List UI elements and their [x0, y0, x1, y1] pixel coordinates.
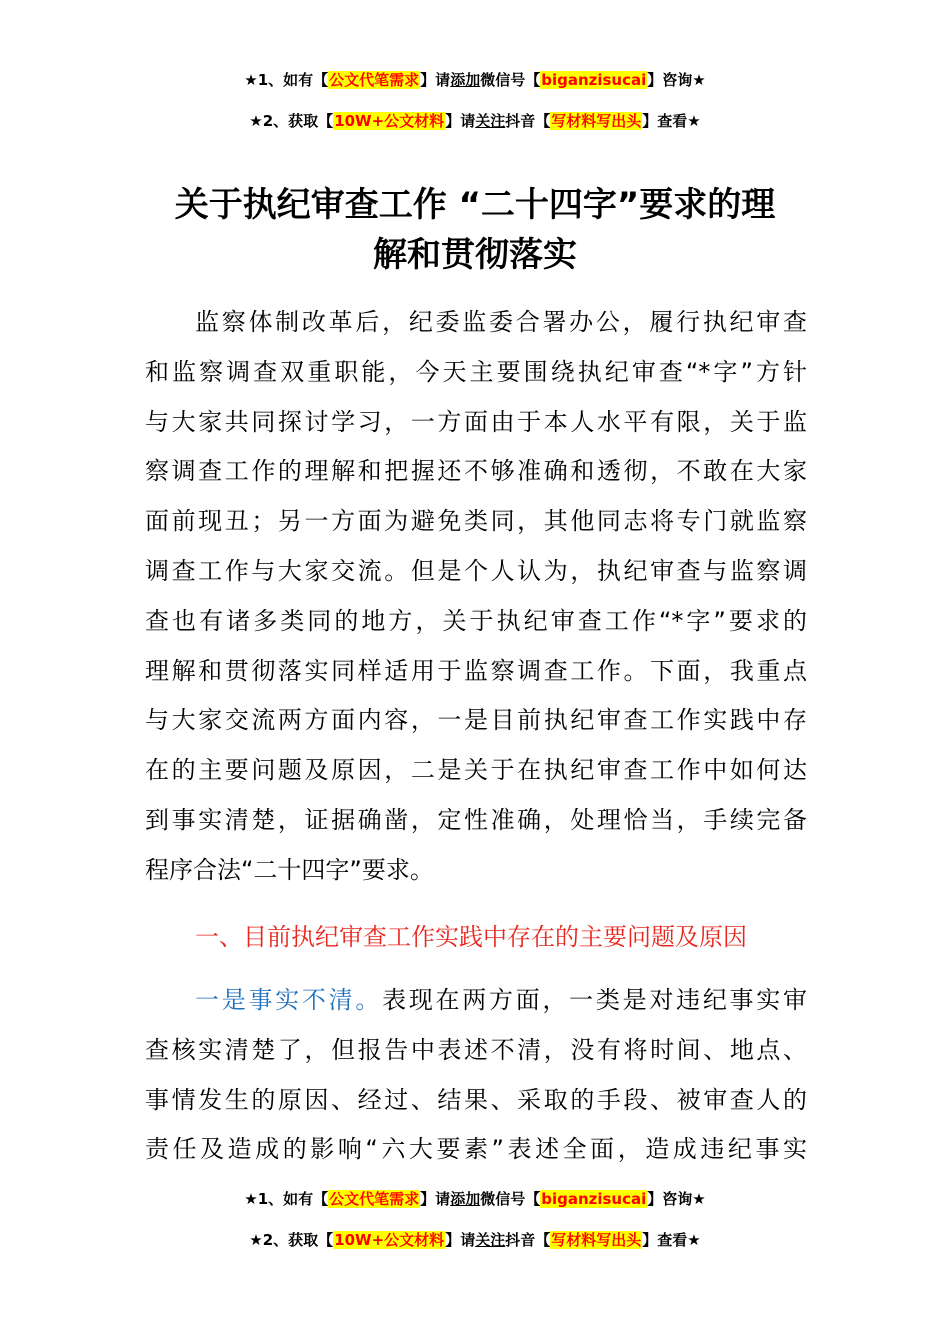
paragraph-text: 表现在两方面，一类是对违纪事实审	[382, 986, 808, 1014]
paragraph-line: 查也有诸多类同的地方，关于执纪审查工作“*字”要求的	[145, 606, 807, 635]
ad-text: 】咨询★	[647, 1190, 706, 1208]
ad-text: 】请	[420, 71, 451, 89]
paragraph-line: 到事实清楚，证据确凿，定性准确，处理恰当，手续完备	[145, 805, 807, 834]
ad-underlined: 添加	[450, 1190, 481, 1208]
ad-line-2-bottom	[0, 1230, 950, 1250]
ad-text: 抖音【	[505, 1231, 551, 1249]
ad-line-1	[0, 70, 950, 90]
ad-line-2	[0, 111, 950, 131]
ad-text: ★1、如有【	[244, 1190, 329, 1208]
ad-highlight: 写材料写出头	[551, 1231, 642, 1249]
document-title	[100, 180, 850, 280]
paragraph-line: 调查工作与大家交流。但是个人认为，执纪审查与监察调	[145, 556, 807, 585]
lead-phrase: 一是事实不清。	[195, 986, 383, 1014]
ad-highlight: 10W+公文材料	[334, 1231, 445, 1249]
ad-text: 】请	[445, 1231, 476, 1249]
paragraph-line: 查核实清楚了，但报告中表述不清，没有将时间、地点、	[145, 1035, 807, 1064]
ad-text: ★1、如有【	[244, 71, 329, 89]
ad-text: 】请	[445, 112, 476, 130]
paragraph-line: 监察体制改革后，纪委监委合署办公，履行执纪审查	[195, 308, 807, 336]
ad-highlight: biganzisucai	[541, 71, 647, 89]
paragraph-intro	[145, 298, 807, 896]
paragraph-line: 理解和贯彻落实同样适用于监察调查工作。下面，我重点	[145, 656, 807, 685]
ad-line-1-bottom	[0, 1189, 950, 1209]
paragraph-line: 与大家交流两方面内容，一是目前执纪审查工作实践中存	[145, 706, 807, 735]
ad-underlined: 关注	[475, 1231, 506, 1249]
paragraph-issue-one	[145, 976, 807, 1175]
paragraph-line: 面前现丑；另一方面为避免类同，其他同志将专门就监察	[145, 507, 807, 536]
ad-text: 抖音【	[505, 112, 551, 130]
paragraph-line: 程序合法“二十四字”要求。	[145, 855, 434, 884]
ad-text: ★2、获取【	[249, 112, 334, 130]
ad-text: 微信号【	[480, 1190, 541, 1208]
paragraph-line: 和监察调查双重职能，今天主要围绕执纪审查“*字”方针	[145, 357, 807, 386]
ad-text: 】咨询★	[647, 71, 706, 89]
title-line-2: 解和贯彻落实	[373, 235, 577, 275]
ad-highlight: 公文代笔需求	[329, 1190, 420, 1208]
paragraph-line: 事情发生的原因、经过、结果、采取的手段、被审查人的	[145, 1085, 807, 1114]
ad-highlight: 10W+公文材料	[334, 112, 445, 130]
ad-text: 】请	[420, 1190, 451, 1208]
ad-text: ★2、获取【	[249, 1231, 334, 1249]
ad-text: 微信号【	[480, 71, 541, 89]
paragraph-line	[145, 976, 807, 1026]
paragraph-line: 察调查工作的理解和把握还不够准确和透彻，不敢在大家	[145, 457, 807, 486]
ad-highlight: biganzisucai	[541, 1190, 647, 1208]
paragraph-line: 与大家共同探讨学习，一方面由于本人水平有限，关于监	[145, 407, 807, 436]
ad-highlight: 公文代笔需求	[329, 71, 420, 89]
paragraph-line: 在的主要问题及原因，二是关于在执纪审查工作中如何达	[145, 756, 807, 785]
ad-underlined: 添加	[450, 71, 481, 89]
ad-underlined: 关注	[475, 112, 506, 130]
ad-text: 】查看★	[642, 1231, 701, 1249]
section-heading-1: 一、目前执纪审查工作实践中存在的主要问题及原因	[195, 923, 747, 951]
ad-text: 】查看★	[642, 112, 701, 130]
title-line-1: 关于执纪审查工作 “二十四字”要求的理	[174, 185, 776, 225]
ad-highlight: 写材料写出头	[551, 112, 642, 130]
paragraph-line: 责任及造成的影响“六大要素”表述全面，造成违纪事实	[145, 1135, 807, 1164]
